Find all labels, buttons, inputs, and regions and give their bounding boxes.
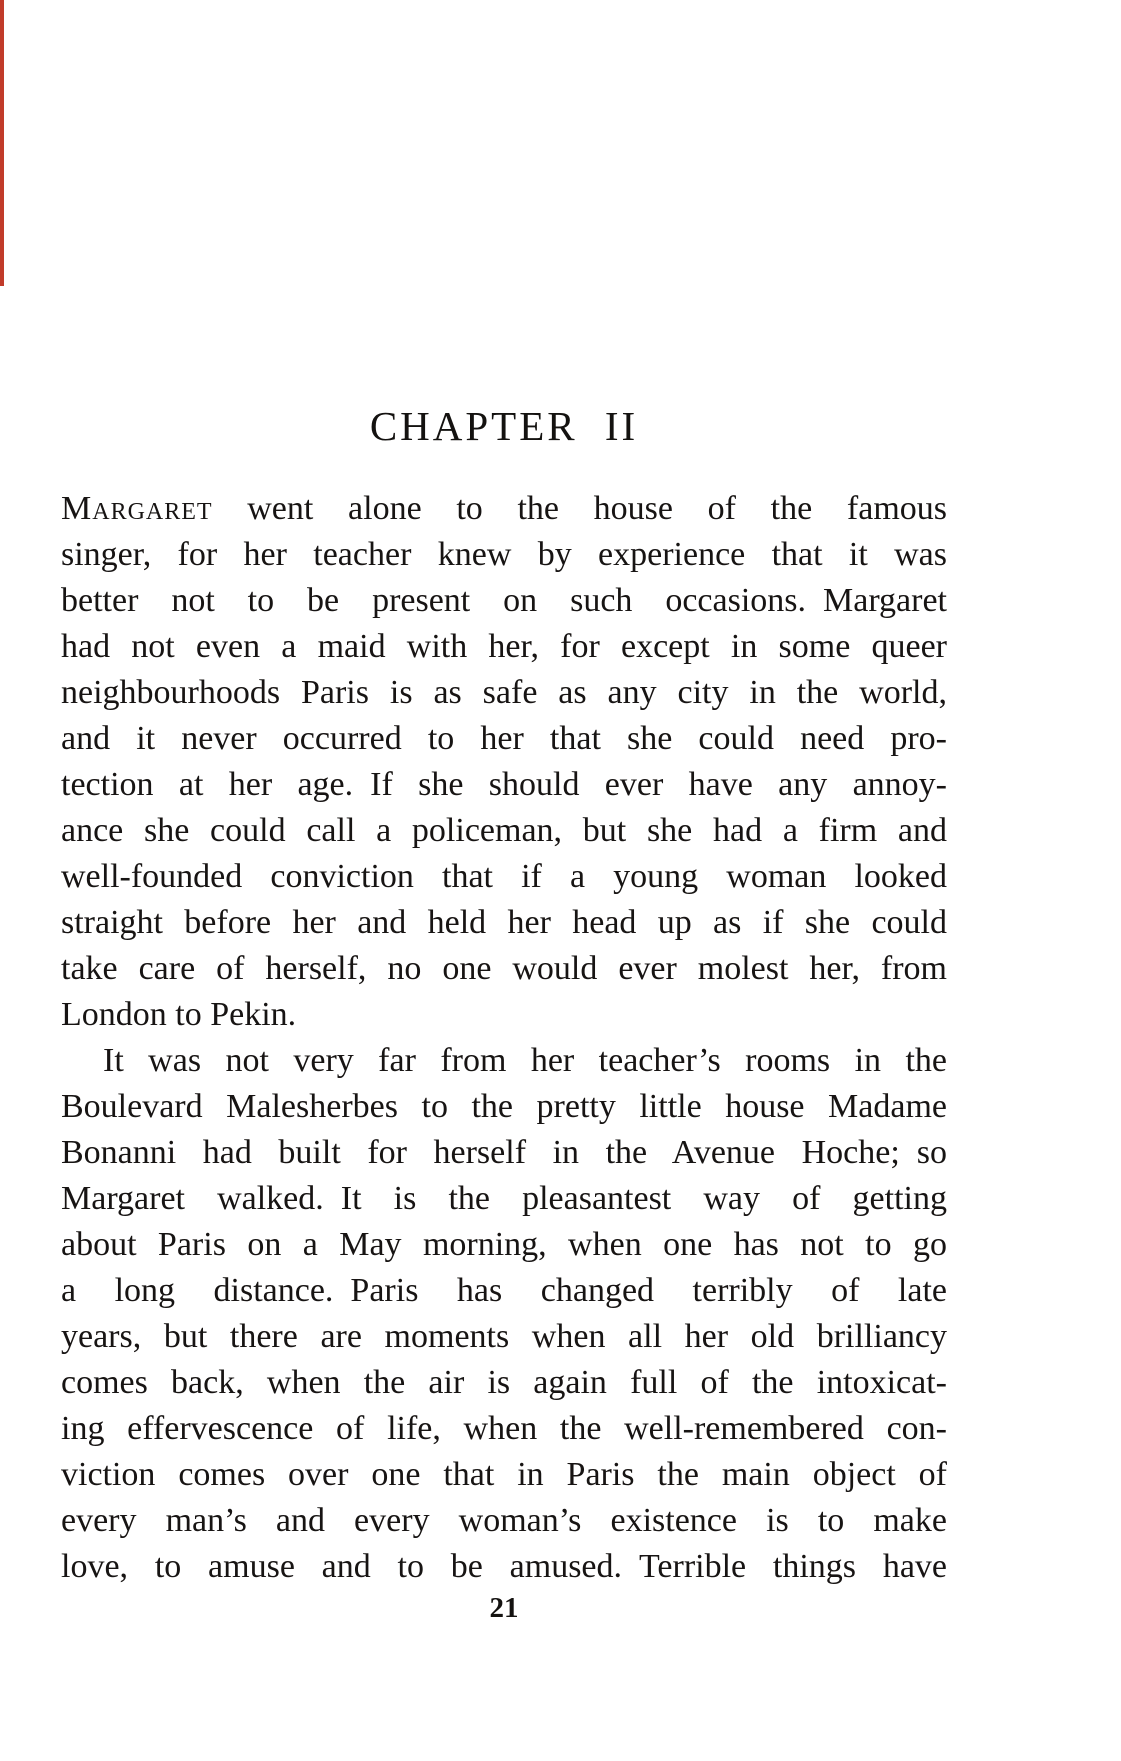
paragraph-1-line: take care of herself, no one would ever molest her, from: [61, 950, 947, 987]
paragraph-2-line: about Paris on a May morning, when one has not to go: [61, 1226, 947, 1263]
body-text: [61, 486, 947, 1590]
paragraph-1-line: neighbourhoods Paris is as safe as any city in the world,: [61, 674, 947, 711]
paragraph-2-line: love, to amuse and to be amused. Terrible things have: [61, 1548, 947, 1585]
paragraph-2-line: years, but there are moments when all her old brilliancy: [61, 1318, 947, 1355]
paragraph-1-line: and it never occurred to her that she could need pro-: [61, 720, 947, 757]
paragraph-2-line: Margaret walked. It is the pleasantest way of getting: [61, 1180, 947, 1217]
line-text: went alone to the house of the famous: [212, 490, 947, 527]
paragraph-1-line: better not to be present on such occasions. Margaret: [61, 582, 947, 619]
paragraph-1-line: ance she could call a policeman, but she had a firm and: [61, 812, 947, 849]
lead-word-smallcaps: Margaret: [61, 490, 213, 527]
paragraph-2-line: Boulevard Malesherbes to the pretty little house Madame: [61, 1088, 947, 1125]
paragraph-1-last-line: London to Pekin.: [61, 996, 297, 1033]
page-number: 21: [489, 1592, 519, 1624]
paragraph-1-line: well-founded conviction that if a young woman looked: [61, 858, 947, 895]
scan-edge-mark: [0, 0, 4, 286]
paragraph-2-line: ing effervescence of life, when the well-remembered con-: [61, 1410, 947, 1447]
paragraph-1-line: straight before her and held her head up as if she could: [61, 904, 947, 941]
paragraph-1-line: had not even a maid with her, for except in some queer: [61, 628, 947, 665]
paragraph-2-line: a long distance. Paris has changed terribly of late: [61, 1272, 947, 1309]
paragraph-1-line: tection at her age. If she should ever have any annoy-: [61, 766, 947, 803]
chapter-heading: CHAPTER II: [369, 403, 639, 449]
paragraph-1-line: singer, for her teacher knew by experience that it was: [61, 536, 947, 573]
paragraph-1-line: [61, 486, 947, 532]
paragraph-2-line: It was not very far from her teacher’s rooms in the: [103, 1042, 947, 1079]
paragraph-2-line: Bonanni had built for herself in the Avenue Hoche; so: [61, 1134, 947, 1171]
paragraph-2-line: comes back, when the air is again full of the intoxicat-: [61, 1364, 947, 1401]
paragraph-2-line: every man’s and every woman’s existence is to make: [61, 1502, 947, 1539]
paragraph-2-line: viction comes over one that in Paris the main object of: [61, 1456, 947, 1493]
